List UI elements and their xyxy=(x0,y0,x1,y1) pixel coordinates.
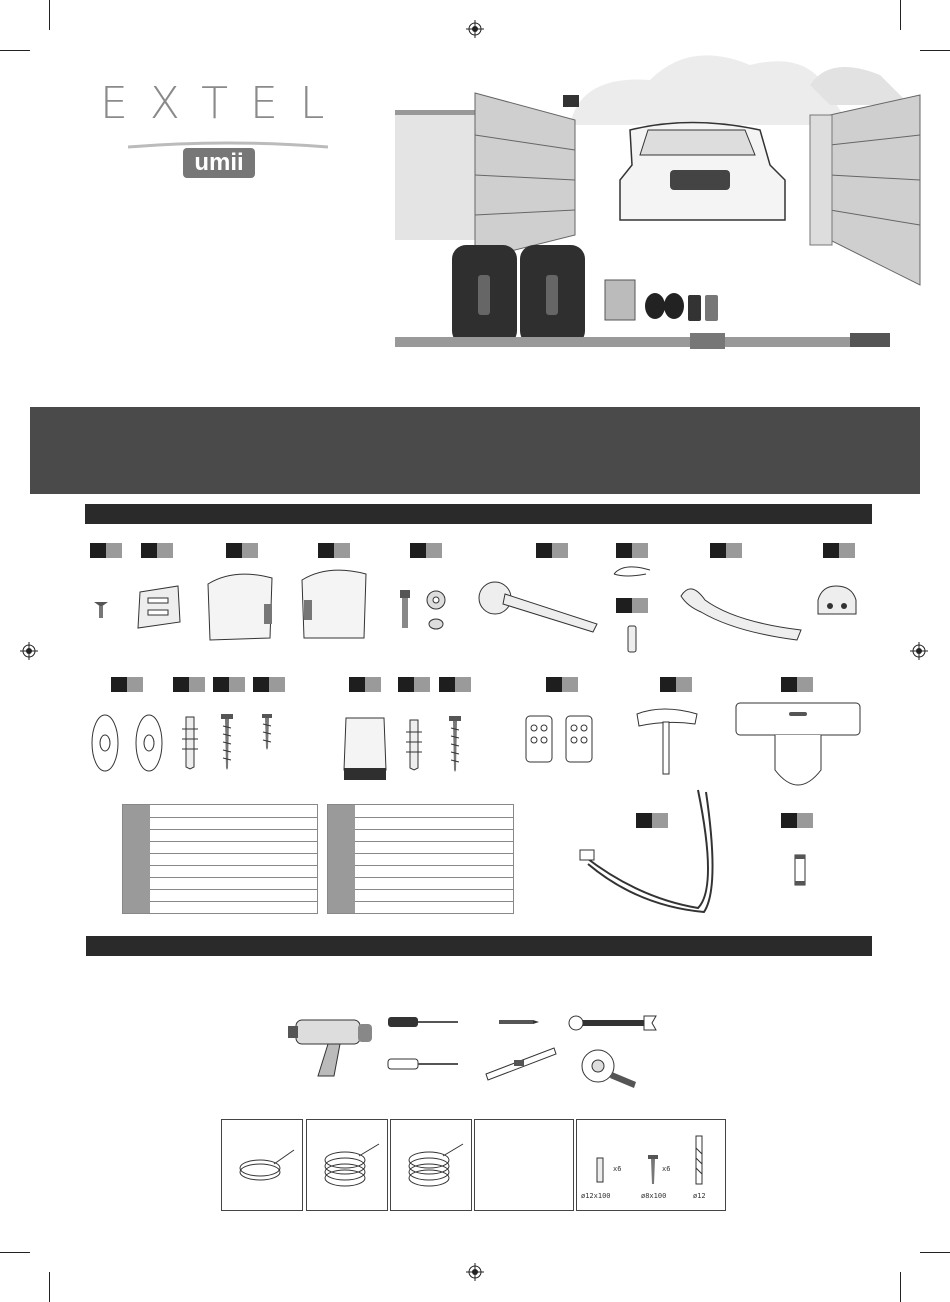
drill-bit-icon xyxy=(693,1134,705,1186)
fixings-box xyxy=(576,1119,726,1211)
part-label-tag xyxy=(616,598,648,613)
pin-icon xyxy=(624,624,640,654)
cable-coil-icon xyxy=(236,1146,296,1186)
parts-table-right xyxy=(327,804,514,914)
pencil-icon xyxy=(497,1018,541,1026)
cable-box-1 xyxy=(221,1119,303,1211)
flash-light-icon xyxy=(340,712,390,784)
plate-icon xyxy=(90,713,120,773)
part-label-tag xyxy=(349,677,381,692)
part-label-tag xyxy=(781,677,813,692)
cable-box-2 xyxy=(306,1119,388,1211)
crop-mark xyxy=(920,1252,950,1253)
drill-size: ø12 xyxy=(693,1192,706,1200)
screw-qty: x6 xyxy=(662,1165,671,1173)
screwdriver-icon xyxy=(386,1014,462,1030)
cable-coil-icon xyxy=(321,1140,381,1190)
part-label-tag xyxy=(213,677,245,692)
tools-section-bar xyxy=(86,936,872,956)
contents-section-bar xyxy=(85,504,872,524)
hero-illustration xyxy=(390,35,925,355)
part-label-tag xyxy=(111,677,143,692)
part-label-tag xyxy=(173,677,205,692)
registration-mark-icon xyxy=(466,1263,484,1281)
curved-arm-icon xyxy=(675,580,805,642)
part-label-tag xyxy=(90,543,122,558)
level-icon xyxy=(484,1044,558,1084)
part-label-tag xyxy=(141,543,173,558)
part-label-tag xyxy=(398,677,430,692)
drill-icon xyxy=(288,1010,378,1080)
remote-icon xyxy=(522,712,556,766)
dowel-icon xyxy=(176,713,204,771)
brand-logo: EXTEL xyxy=(100,78,347,129)
part-label-tag xyxy=(253,677,285,692)
photocell-icon xyxy=(733,700,863,798)
part-label-tag xyxy=(710,543,742,558)
motor-cover-icon xyxy=(204,568,276,643)
release-key-icon xyxy=(633,704,703,780)
part-label-tag xyxy=(439,677,471,692)
part-label-tag xyxy=(616,543,648,558)
short-screw-icon xyxy=(260,712,274,752)
crop-mark xyxy=(900,0,901,30)
tape-measure-icon xyxy=(578,1046,638,1090)
cable-box-3 xyxy=(390,1119,472,1211)
crop-mark xyxy=(0,1252,30,1253)
part-label-tag xyxy=(318,543,350,558)
parts-table-left xyxy=(122,804,318,914)
dowel-icon xyxy=(595,1156,605,1184)
empty-box xyxy=(474,1119,574,1211)
motor-cover-icon xyxy=(298,564,370,642)
part-label-tag xyxy=(226,543,258,558)
part-label-tag xyxy=(536,543,568,558)
hinge-plate-icon xyxy=(814,584,860,618)
cable-coil-icon xyxy=(405,1140,465,1190)
sub-brand-badge: umii xyxy=(183,148,255,178)
part-label-tag xyxy=(823,543,855,558)
dowel-size: ø12x100 xyxy=(581,1192,611,1200)
long-screw-icon xyxy=(218,712,236,772)
fuse-icon xyxy=(792,852,808,888)
part-label-tag xyxy=(660,677,692,692)
crop-mark xyxy=(49,0,50,30)
bracket-icon xyxy=(132,584,184,630)
registration-mark-icon xyxy=(20,642,38,660)
part-label-tag xyxy=(546,677,578,692)
remote-icon xyxy=(562,712,596,766)
long-screw-icon xyxy=(446,714,464,774)
crop-mark xyxy=(0,50,30,51)
screw-icon xyxy=(92,600,110,620)
title-banner xyxy=(30,407,920,494)
part-label-tag xyxy=(410,543,442,558)
dowel-qty: x6 xyxy=(613,1165,622,1173)
bolt-washer-icon xyxy=(396,588,452,632)
long-screw-icon xyxy=(647,1154,659,1186)
wrench-icon xyxy=(568,1013,658,1033)
clip-icon xyxy=(612,562,652,580)
screwdriver-icon xyxy=(386,1056,462,1072)
plate-icon xyxy=(134,713,164,773)
part-label-tag xyxy=(781,813,813,828)
dowel-icon xyxy=(400,716,428,772)
crop-mark xyxy=(900,1272,901,1302)
crop-mark xyxy=(49,1272,50,1302)
arm-icon xyxy=(475,580,603,636)
screw-size: ø8x100 xyxy=(641,1192,667,1200)
registration-mark-icon xyxy=(910,642,928,660)
sub-brand xyxy=(128,141,328,183)
cable-icon xyxy=(578,788,723,918)
